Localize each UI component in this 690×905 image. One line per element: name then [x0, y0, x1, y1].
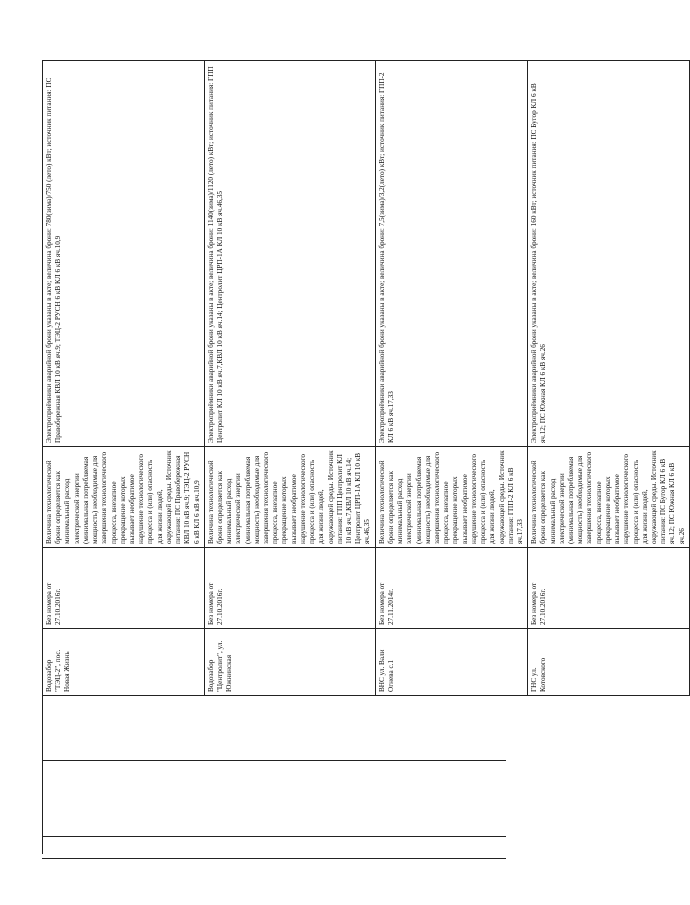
tech-reserve-cell: Величина технологической брони определяется как минимальный расход электрической энергии (минимальная потребляемая мощность) необходимые для завершения технологического процесса, внезапное прекращение которых вызывает необратимое нарушение технологического процесса и (или) опасность для жизни людей, окружающей среды. Источник питания: ГПП-2 КЛ 6 кВ яч.17,33 — [375, 447, 528, 548]
table-border-rule — [42, 760, 506, 761]
table-border-rule — [42, 858, 506, 859]
document-cell: Без номера от 27.10.2016г. — [528, 548, 690, 629]
emergency-reserve-cell: Электроприёмники аварийной брони указаны в акте; величина брони: 160 кВт; источник питания: ПС Бугор КЛ 6 кВ яч.12; ПС Южная КЛ 6 кВ яч.26 — [528, 61, 690, 447]
table-border-rule — [42, 836, 506, 837]
emergency-reserve-cell: Электроприёмники аварийной брони указаны в акте; величина брони: 7,5(зима)/3,2(лето) кВт; источник питания: ГПП-2 КЛ 6 кВ яч.17,33 — [375, 61, 528, 447]
blank-margin — [43, 696, 690, 855]
object-cell: Водозабор "ТЭЦ-2", пос. Новая Жизнь — [43, 629, 205, 696]
rotated-page — [42, 60, 686, 854]
tech-reserve-cell: Величина технологической брони определяется как минимальный расход электрической энергии (минимальная потребляемая мощность) необходимые для завершения технологического процесса, внезапное прекращение которых вызывает необратимое нарушение технологического процесса и (или) опасность для жизни людей, окружающей среды. Источник питания: ГПП Центролит КЛ 10 кВ яч.7,КВЛ 10 кВ яч.14; Центролит ЦРП-1А КЛ 10 кВ яч.46,35 — [204, 447, 375, 548]
tech-reserve-cell: Величина технологической брони определяется как минимальный расход электрической энергии (минимальная потребляемая мощность) необходимые для завершения технологического процесса, внезапное прекращение которых вызывает необратимое нарушение технологического процесса и (или) опасность для жизни людей, окружающей среды. Источник питания: ПС Бугор КЛ 6 кВ яч.12; ПС Южная КЛ 6 кВ яч.26 — [528, 447, 690, 548]
tech-reserve-cell: Величина технологической брони определяется как минимальный расход электрической энергии (минимальная потребляемая мощность) необходимые для завершения технологического процесса, внезапное прекращение которых вызывает необратимое нарушение технологического процесса и (или) опасность для жизни людей, окружающей среды. Источник питания: ПС Правобережная КВЛ 10 кВ яч.9; ТЭЦ-2 РУСН 6 кВ КЛ 6 кВ яч.10,9 — [43, 447, 205, 548]
emergency-reserve-cell: Электроприёмники аварийной брони указаны в акте; величина брони: 780(зима)/750 (лето) кВт; источник питания: ПС Правобережная КВЛ 10 кВ яч.9; ТЭЦ-2 РУСН 6 кВ КЛ 6 кВ яч.10,9 — [43, 61, 205, 447]
document-cell: Без номера от 27.11.2014г. — [375, 548, 528, 629]
document-cell: Без номера от 27.10.2016г. — [43, 548, 205, 629]
table-row — [43, 61, 205, 855]
object-cell: ВНС ул. Вали Огнева с.1 — [375, 629, 528, 696]
emergency-reserve-cell: Электроприёмники аварийной брони указаны в акте; величина брони: 1140(зима)/1120 (лето) кВт; источник питания: ГПП Центролит КЛ 10 кВ яч.7,КВЛ 10 кВ яч.14; Центролит ЦРП-1А КЛ 10 кВ яч.46,35 — [204, 61, 375, 447]
object-cell: Водозабор "Центролит", ул. Южнинская — [204, 629, 375, 696]
reserve-table — [42, 60, 690, 854]
document-cell: Без номера от 27.10.2016г. — [204, 548, 375, 629]
object-cell: ГНС ул. Котовского — [528, 629, 690, 696]
